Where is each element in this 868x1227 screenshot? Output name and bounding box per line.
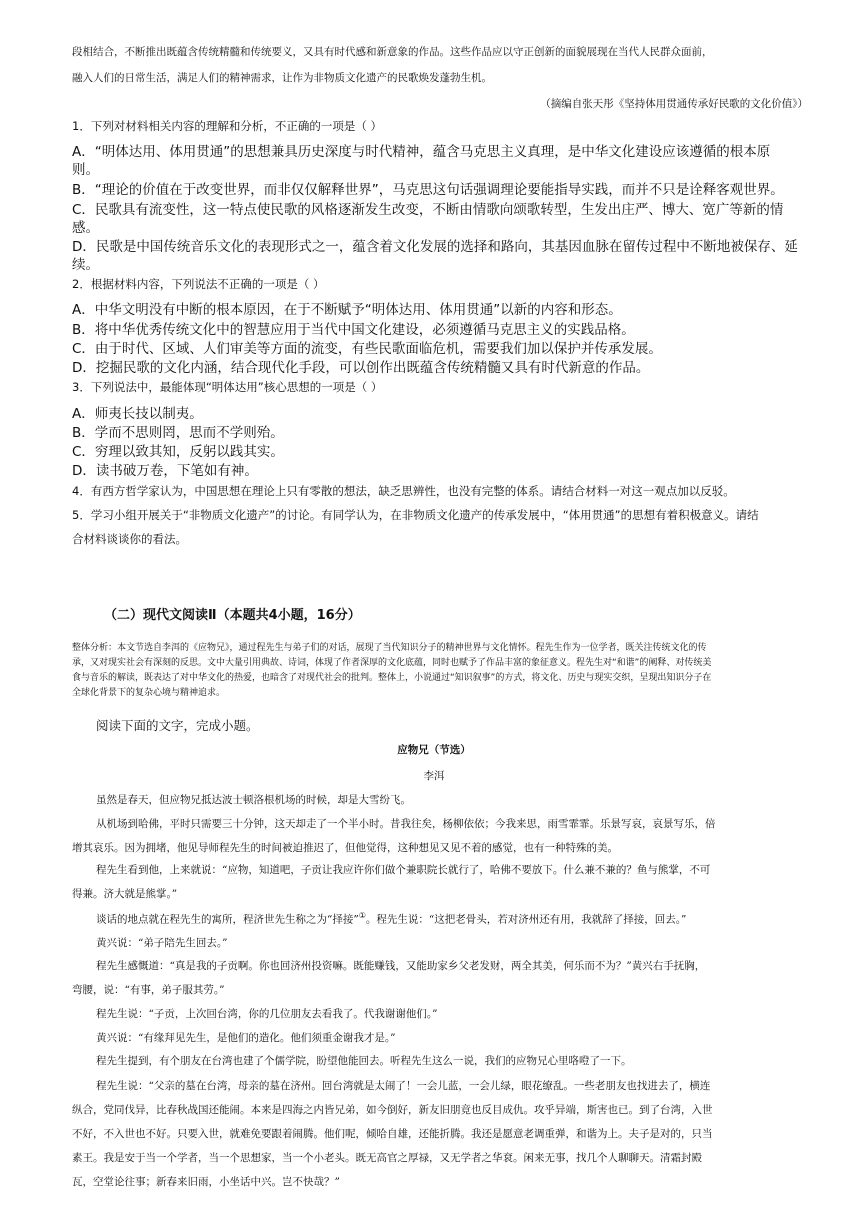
- story-paragraph-cont: 纵合，党同伐异，比春秋战国还能闹。本来是四海之内皆兄弟，如今倒好，新友旧朋竟也反目成仇。攻乎异端，斯害也已。到了台湾，入世: [72, 1104, 713, 1116]
- story-paragraph: 黄兴说：“弟子陪先生回去。”: [96, 937, 228, 949]
- question-2-stem: 2．根据材料内容，下列说法不正确的一项是（ ）: [72, 277, 325, 291]
- question-4: 4．有西方哲学家认为，中国思想在理论上只有零散的想法，缺乏思辨性，也没有完整的体系。请结合材料一对这一观点加以反驳。: [72, 484, 735, 498]
- question-5-cont: 合材料谈谈你的看法。: [72, 532, 187, 546]
- footnote-marker: ①: [358, 911, 366, 920]
- question-3-stem: 3．下列说法中，最能体现“明体达用”核心思想的一项是（ ）: [72, 380, 383, 394]
- analysis-line: 整体分析：本文节选自李洱的《应物兄》，通过程先生与弟子们的对话，展现了当代知识分子的精神世界与文化情怀。程先生作为一位学者，既关注传统文化的传: [72, 643, 707, 653]
- passage-source: （摘编自张天彤《坚持体用贯通传承好民歌的文化价值》）: [540, 98, 808, 110]
- story-paragraph: 程先生感慨道：“真是我的子贡啊。你也回济州投资嘛。既能赚钱，又能助家乡父老发财，两全其美，何乐而不为？”黄兴右手抚胸，: [96, 960, 706, 972]
- analysis-line: 食与音乐的解读，既表达了对中华文化的热爱，也暗含了对现代社会的批判。整体上，小说通过“知识叙事”的方式，将文化、历史与现实交织，呈现出知识分子在: [72, 673, 712, 683]
- story-paragraph-cont: 不好，不入世也不好。只要入世，就难免要跟着闹腾。他们呢，倾哈自雄，还能折腾。我还是愿意老调重弹，和谐为上。夫子是对的，只当: [72, 1128, 713, 1140]
- q2-option-c: C．由于时代、区域、人们审美等方面的流变，有些民歌面临危机，需要我们加以保护并传承发展。: [72, 341, 662, 357]
- story-paragraph: [96, 911, 686, 927]
- q1-option-b: B．“理论的价值在于改变世界，而非仅仅解释世界”，马克思这句话强调理论要能指导实践，而并不只是诠释客观世界。: [72, 182, 784, 198]
- story-paragraph: 程先生提到，有个朋友在台湾也建了个儒学院，盼望他能回去。听程先生这么一说，我们的应物兄心里咯噔了一下。: [96, 1055, 632, 1067]
- story-paragraph: 黄兴说：“有缘拜见先生，是他们的造化。他们须重金谢我才是。”: [96, 1032, 396, 1044]
- q1-option-a: A．“明体达用、体用贯通”的思想兼具历史深度与时代精神，蕴含马克思主义真理，是中华文化建设应该遵循的根本原: [72, 144, 771, 160]
- story-paragraph-cont: 增其哀乐。因为拥堵，他见导师程先生的时间被迫推迟了，但他觉得，这种想见又见不着的感觉，也有一种特殊的美。: [72, 842, 618, 854]
- section-heading: （二）现代文阅读Ⅱ（本题共4小题，16分）: [104, 608, 361, 623]
- question-5: 5．学习小组开展关于“非物质文化遗产”的讨论。有同学认为，在非物质文化遗产的传承发展中，“体用贯通”的思想有着积极意义。请结: [72, 508, 759, 522]
- story-paragraph: 虽然是春天，但应物兄抵达波士顿洛根机场的时候，却是大雪纷飞。: [96, 794, 411, 806]
- q3-option-c: C．穷理以致其知，反躬以践其实。: [72, 444, 284, 460]
- q1-option-a-cont: 则。: [72, 162, 99, 178]
- story-paragraph: 程先生说：“子贡，上次回台湾，你的几位朋友去看我了。代我谢谢他们。”: [96, 1008, 438, 1020]
- story-text: 谈话的地点就在程先生的寓所，程济世先生称之为“择接”: [96, 913, 359, 926]
- question-1-stem: 1．下列对材料相关内容的理解和分析，不正确的一项是（ ）: [72, 119, 382, 133]
- q1-option-c: C．民歌具有流变性，这一特点使民歌的风格逐渐发生改变，不断由情歌向颂歌转型，生发出庄严、博大、宽广等新的情: [72, 202, 784, 218]
- story-paragraph: 程先生看到他，上来就说：“应物，知道吧，子贡让我应许你们做个兼职院长就行了，哈佛不要放下。什么兼不兼的？鱼与熊掌，不可: [96, 864, 711, 876]
- q3-option-a: A．师夷长技以制夷。: [72, 406, 203, 422]
- q2-option-d: D．挖掘民歌的文化内涵，结合现代化手段，可以创作出既蕴含传统精髓又具有时代新意的作品。: [72, 360, 650, 376]
- q1-option-d-cont: 续。: [72, 257, 99, 273]
- analysis-line: 承，又对现实社会有深刻的反思。文中大量引用典故、诗词，体现了作者深厚的文化底蕴，同时也赋予了作品丰富的象征意义。程先生对“和谐”的阐释、对传统美: [72, 658, 712, 668]
- reading-instruction: 阅读下面的文字，完成小题。: [96, 718, 259, 733]
- story-paragraph: 程先生说：“父亲的墓在台湾，母亲的墓在济州。回台湾就是太闹了！一会儿蓝，一会儿绿，眼花缭乱。一些老朋友也找进去了，横连: [96, 1080, 711, 1092]
- story-title: 应物兄（节选）: [397, 744, 471, 756]
- q3-option-d: D．读书破万卷，下笔如有神。: [72, 463, 258, 479]
- story-paragraph-cont: 瓦，空堂论往事；新春来旧雨，小坐话中兴。岂不快哉？”: [72, 1176, 340, 1188]
- story-paragraph-cont: 素王。我是安于当一个学者，当一个思想家，当一个小老头。既无高官之厚禄，又无学者之华袞。闲来无事，找几个人聊聊天。清霜封殿: [72, 1152, 702, 1164]
- story-text: 。程先生说：“这把老骨头，若对济州还有用，我就辞了择接，回去。”: [365, 913, 687, 926]
- q2-option-a: A．中华文明没有中断的根本原因，在于不断赋予“明体达用、体用贯通”以新的内容和形态。: [72, 302, 622, 318]
- story-paragraph-cont: 得兼。济大就是熊掌。”: [72, 888, 178, 900]
- story-author: 李洱: [423, 770, 445, 782]
- story-paragraph: 从机场到哈佛，平时只需要三十分钟，这天却走了一个半小时。昔我往矣，杨柳依依；今我来思，雨雪霏霏。乐景写哀，哀景写乐，倍: [96, 818, 716, 830]
- q2-option-b: B．将中华优秀传统文化中的智慧应用于当代中国文化建设，必须遵循马克思主义的实践品格。: [72, 322, 635, 338]
- q3-option-b: B．学而不思则罔，思而不学则殆。: [72, 425, 284, 441]
- q1-option-d: D．民歌是中国传统音乐文化的表现形式之一，蕴含着文化发展的选择和路向，其基因血脉在留传过程中不断地被保存、延: [72, 239, 798, 255]
- passage-line: 融入人们的日常生活，满足人们的精神需求，让作为非物质文化遗产的民歌焕发蓬勃生机。: [72, 72, 492, 84]
- story-paragraph-cont: 弯腰，说：“有事，弟子服其劳。”: [72, 984, 225, 996]
- q1-option-c-cont: 感。: [72, 220, 99, 236]
- passage-line: 段相结合，不断推出既蕴含传统精髓和传统要义，又具有时代感和新意象的作品。这些作品应以守正创新的面貌展现在当代人民群众面前，: [72, 46, 713, 58]
- analysis-line: 全球化背景下的复杂心境与精神追求。: [72, 688, 226, 698]
